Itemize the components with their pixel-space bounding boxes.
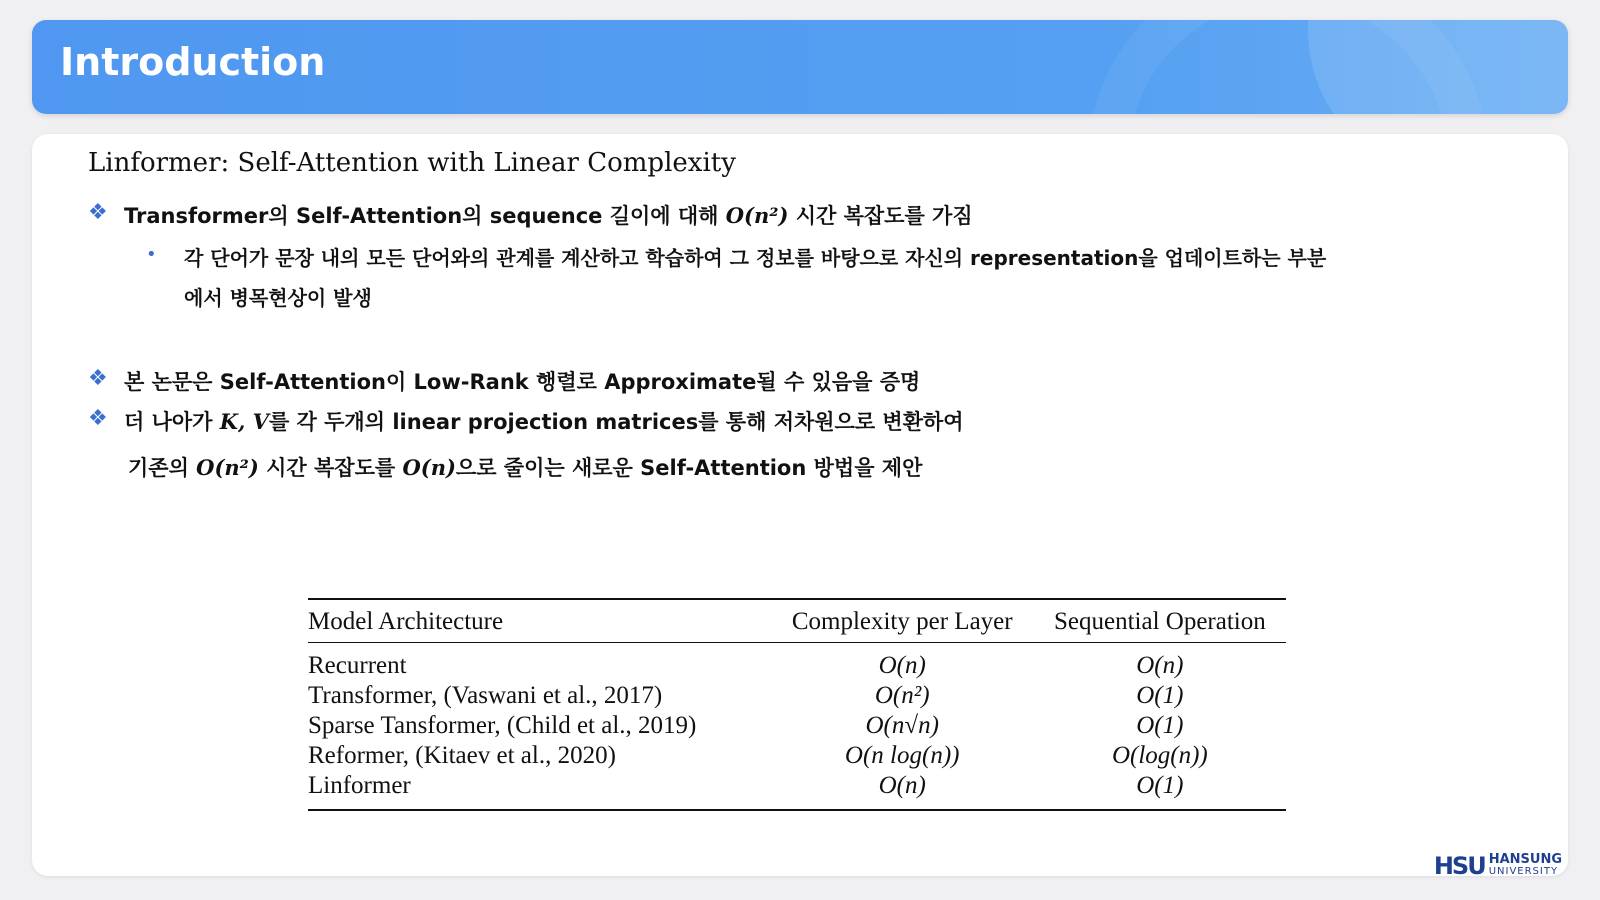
table-row: [308, 771, 1286, 810]
content-card: [32, 134, 1568, 876]
logo-text: [1489, 854, 1562, 878]
bullet-3-math: K, V: [219, 409, 269, 434]
sequential-value: O(1): [1136, 712, 1184, 739]
slide-header: [32, 20, 1568, 114]
model-name: Recurrent: [308, 652, 407, 679]
table-header-row: [308, 599, 1286, 643]
bullet-3-prefix: 더 나아가: [124, 410, 220, 434]
complexity-value: O(n): [878, 652, 926, 679]
paper-title: Linformer: Self-Attention with Linear Complexity: [88, 148, 736, 178]
bullet-1: [124, 200, 973, 230]
bullet-1-prefix: Transformer의 Self-Attention의 sequence 길이에 대해: [124, 204, 726, 228]
bullet-3-line2-suffix: 으로 줄이는 새로운 Self-Attention 방법을 제안: [455, 456, 923, 480]
bullet-1-suffix: 시간 복잡도를 가짐: [788, 204, 973, 228]
bullet-3-line2-math-2: O(n): [402, 455, 456, 480]
bullet-3-line2-prefix: 기존의: [128, 456, 197, 480]
table-row: [308, 711, 1286, 741]
complexity-value: O(n): [878, 772, 926, 799]
table-row: [308, 741, 1286, 771]
bullet-3-line2-math-1: O(n²): [196, 455, 259, 480]
header-model-architecture: Model Architecture: [308, 608, 504, 635]
sequential-value: O(1): [1136, 682, 1184, 709]
bullet-3-line2-mid: 시간 복잡도를: [258, 456, 403, 480]
diamond-bullet-icon: ❖: [88, 200, 108, 225]
sub-bullet-line-2: 에서 병목현상이 발생: [184, 286, 372, 310]
slide-title: Introduction: [60, 40, 326, 84]
header-complexity-per-layer: Complexity per Layer: [791, 608, 1013, 635]
model-name: Transformer, (Vaswani et al., 2017): [308, 682, 663, 709]
sequential-value: O(n): [1136, 652, 1184, 679]
bullet-3-line-2: [128, 452, 922, 482]
complexity-value: O(n²): [874, 682, 930, 709]
diamond-bullet-icon: ❖: [88, 366, 108, 391]
table-row: [308, 643, 1286, 682]
complexity-value: O(n log(n)): [844, 742, 960, 769]
sequential-value: O(1): [1136, 772, 1184, 799]
dot-bullet-icon: •: [146, 244, 157, 265]
hansung-logo: [1434, 852, 1562, 880]
diamond-bullet-icon: ❖: [88, 406, 108, 431]
logo-name: HANSUNG: [1488, 852, 1562, 867]
model-name: Reformer, (Kitaev et al., 2020): [308, 742, 616, 769]
logo-sub: UNIVERSITY: [1488, 866, 1559, 877]
sub-bullet-line-1: 각 단어가 문장 내의 모든 단어와의 관계를 계산하고 학습하여 그 정보를 바탕으로 자신의 representation을 업데이트하는 부분: [184, 246, 1327, 270]
complexity-value: O(n√n): [865, 712, 939, 739]
model-name: Linformer: [308, 772, 411, 799]
header-decoration-ring: [1088, 20, 1488, 114]
bullet-3-suffix: 를 각 두개의 linear projection matrices를 통해 저차원으로 변환하여: [268, 410, 964, 434]
logo-mark: HSU: [1433, 852, 1485, 880]
complexity-table: [308, 598, 1286, 811]
table-row: [308, 681, 1286, 711]
bullet-3-line-1: [124, 406, 964, 436]
sequential-value: O(log(n)): [1111, 742, 1208, 769]
model-name: Sparse Tansformer, (Child et al., 2019): [308, 712, 697, 739]
bullet-2: 본 논문은 Self-Attention이 Low-Rank 행렬로 Approximate될 수 있음을 증명: [124, 370, 921, 394]
header-sequential-operation: Sequential Operation: [1053, 608, 1266, 635]
bullet-1-math: O(n²): [725, 203, 789, 228]
